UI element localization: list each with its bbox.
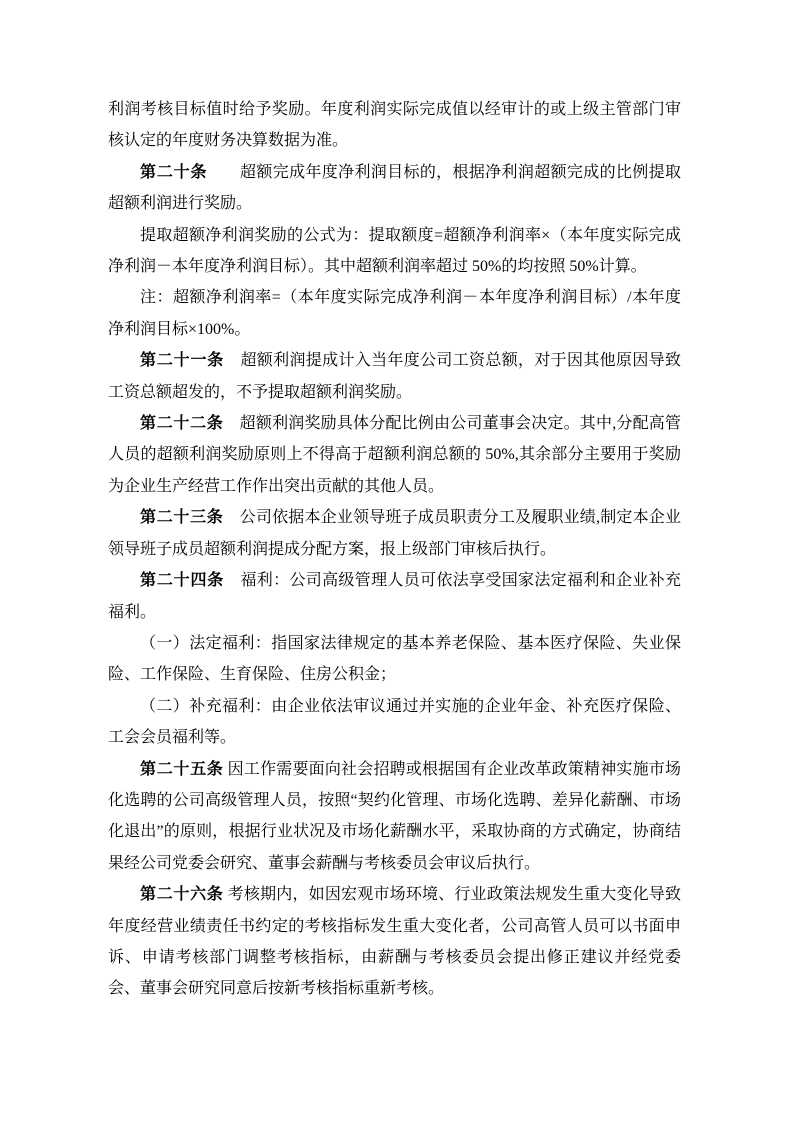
paragraph-text: 因工作需要面向社会招聘或根据国有企业改革政策精神实施市场化选聘的公司高级管理人员，按照“契约化管理、市场化选聘、差异化薪酬、市场化退出”的原则，根据行业状况及市场化薪酬水平，采取协商的方式确定，协商结果经公司党委会研究、董事会薪酬与考核委员会审议后执行。 (108, 760, 681, 872)
paragraph-text: 超额利润奖励具体分配比例由公司董事会决定。其中,分配高管人员的超额利润奖励原则上不得高于超额利润总额的 50%,其余部分主要用于奖励为企业生产经营工作作出突出贡献的其他人员。 (108, 415, 681, 495)
paragraph (108, 565, 681, 628)
paragraph-text: 注：超额净利润率=（本年度实际完成净利润－本年度净利润目标）/本年度净利润目标×100%。 (108, 289, 681, 338)
article-number: 第二十二条 (140, 415, 224, 433)
paragraph (108, 628, 681, 691)
paragraph (108, 157, 681, 220)
paragraph (108, 345, 681, 408)
paragraph (108, 502, 681, 565)
paragraph-text: 提取超额净利润奖励的公式为：提取额度=超额净利润率×（本年度实际完成净利润－本年度净利润目标）。其中超额利润率超过 50%的均按照 50%计算。 (108, 226, 681, 276)
article-number: 第二十三条 (140, 509, 224, 527)
paragraph (108, 94, 681, 157)
paragraph (108, 220, 681, 283)
paragraph-text: 利润考核目标值时给予奖励。年度利润实际完成值以经审计的或上级主管部门审核认定的年度财务决算数据为准。 (108, 101, 681, 150)
paragraph-text: 考核期内，如因宏观市场环境、行业政策法规发生重大变化导致年度经营业绩责任书约定的考核指标发生重大变化者，公司高管人员可以书面申诉、申请考核部门调整考核指标，由薪酬与考核委员会提出修正建议并经党委会、董事会研究同意后按新考核指标重新考核。 (108, 886, 681, 998)
paragraph-text: 福利：公司高级管理人员可依法享受国家法定福利和企业补充福利。 (108, 572, 681, 621)
article-number: 第二十一条 (140, 352, 225, 370)
paragraph-text: 公司依据本企业领导班子成员职责分工及履职业绩,制定本企业领导班子成员超额利润提成分配方案，报上级部门审核后执行。 (108, 509, 681, 558)
article-number: 第二十六条 (140, 886, 224, 904)
paragraph (108, 691, 681, 754)
article-number: 第二十条 (140, 163, 208, 181)
paragraph (108, 879, 681, 1005)
paragraph (108, 408, 681, 502)
paragraph-text: （二）补充福利：由企业依法审议通过并实施的企业年金、补充医疗保险、工会会员福利等。 (108, 697, 681, 747)
paragraph-text: 超额完成年度净利润目标的，根据净利润超额完成的比例提取超额利润进行奖励。 (108, 163, 681, 213)
paragraph-text: （一）法定福利：指国家法律规定的基本养老保险、基本医疗保险、失业保险、工作保险、生育保险、住房公积金； (108, 634, 681, 684)
paragraph (108, 754, 681, 880)
document-body (108, 94, 681, 1005)
paragraph (108, 282, 681, 345)
paragraph-text: 超额利润提成计入当年度公司工资总额，对于因其他原因导致工资总额超发的，不予提取超额利润奖励。 (108, 352, 681, 401)
article-number: 第二十五条 (140, 760, 224, 778)
article-number: 第二十四条 (140, 572, 225, 590)
